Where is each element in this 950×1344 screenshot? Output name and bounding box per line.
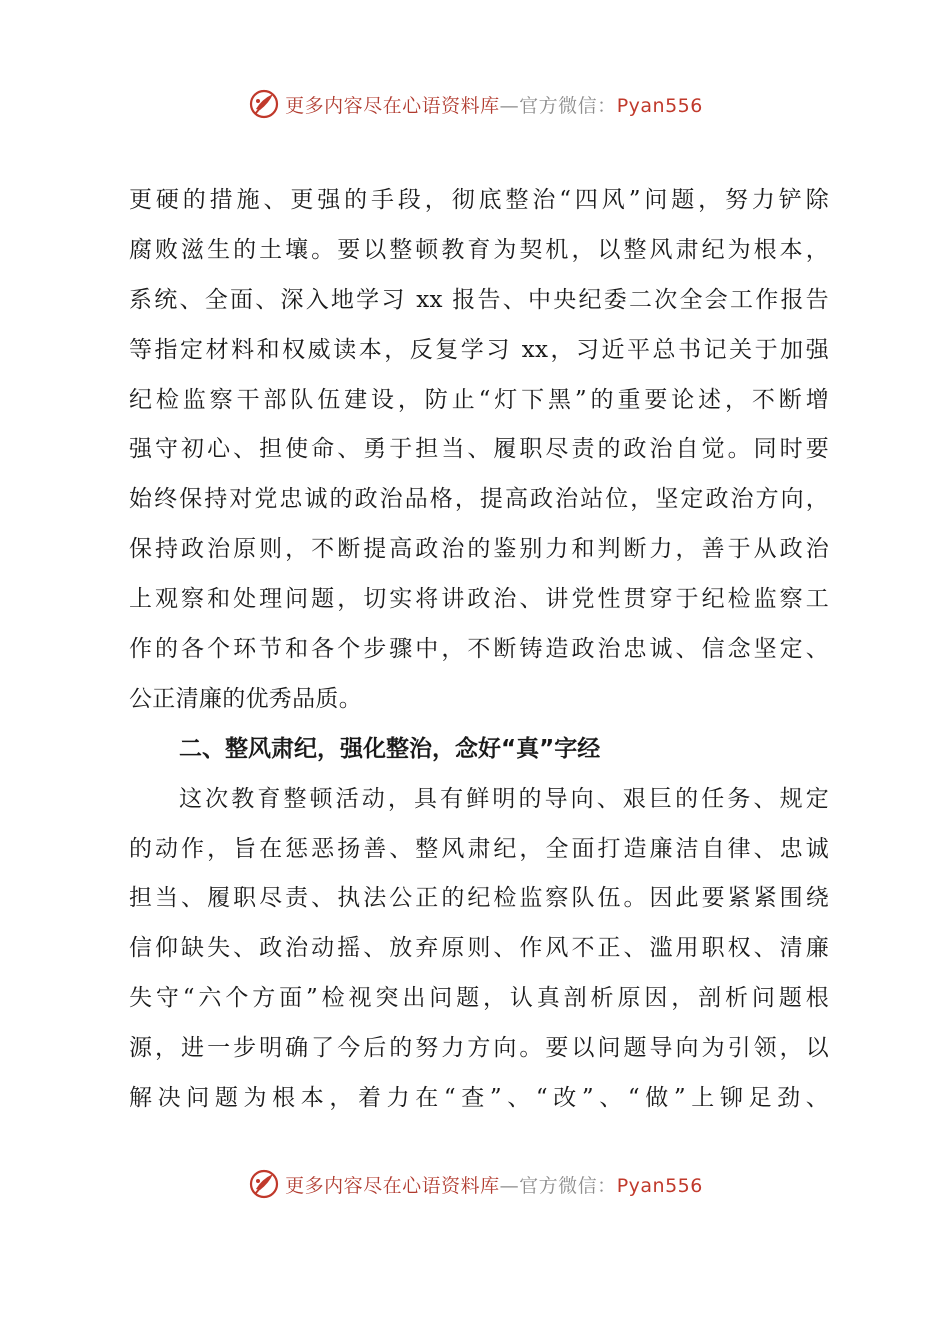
paragraph-line: 纪检监察干部队伍建设，防止“灯下黑”的重要论述，不断增: [129, 386, 829, 413]
paragraph-line: 腐败滋生的土壤。要以整顿教育为契机，以整风肃纪为根本，: [129, 236, 829, 263]
paragraph-line: 强守初心、担使命、勇于担当、履职尽责的政治自觉。同时要: [129, 436, 829, 463]
banner-dash: —: [499, 94, 520, 117]
paragraph-line: 等指定材料和权威读本，反复学习 xx，习近平总书记关于加强: [129, 336, 829, 363]
paragraph-line: 更硬的措施、更强的手段，彻底整治“四风”问题，努力铲除: [129, 187, 829, 213]
paragraph-line: 系统、全面、深入地学习 xx 报告、中央纪委二次全会工作报告: [129, 286, 829, 313]
paragraph-line: 担当、履职尽责、执法公正的纪检监察队伍。因此要紧紧围绕: [129, 885, 829, 912]
banner-wechat-label: 官方微信：: [519, 1174, 617, 1197]
footer-banner: [0, 1164, 950, 1204]
paragraph-line: 公正清廉的优秀品质。: [129, 685, 362, 712]
banner-main-text: 更多内容尽在心语资料库: [285, 1174, 500, 1197]
paragraph-line: 始终保持对党忠诚的政治品格，提高政治站位，坚定政治方向，: [129, 486, 829, 513]
banner-wechat-label: 官方微信：: [519, 94, 617, 117]
banner-main-text: 更多内容尽在心语资料库: [285, 94, 500, 117]
banner-text: [285, 91, 703, 118]
quill-logo-icon: [247, 87, 281, 121]
paragraph-line: 这次教育整顿活动，具有鲜明的导向、艰巨的任务、规定: [179, 785, 829, 812]
document-body: [129, 176, 829, 1124]
paragraph-line: 失守“六个方面”检视突出问题，认真剖析原因，剖析问题根: [129, 985, 829, 1012]
banner-wechat-id: Pyan556: [616, 1174, 703, 1197]
banner-dash: —: [499, 1174, 520, 1197]
header-banner: [0, 84, 950, 124]
paragraph-line: 源，进一步明确了今后的努力方向。要以问题导向为引领，以: [129, 1035, 829, 1062]
paragraph-line: 的动作，旨在惩恶扬善、整风肃纪，全面打造廉洁自律、忠诚: [129, 835, 829, 862]
paragraph-line: 作的各个环节和各个步骤中，不断铸造政治忠诚、信念坚定、: [129, 636, 829, 663]
paragraph-line: 保持政治原则，不断提高政治的鉴别力和判断力，善于从政治: [129, 536, 829, 563]
paragraph-line: 信仰缺失、政治动摇、放弃原则、作风不正、滥用职权、清廉: [129, 935, 829, 962]
banner-text: [285, 1171, 703, 1198]
banner-wechat-id: Pyan556: [616, 94, 703, 117]
paragraph-line: 上观察和处理问题，切实将讲政治、讲党性贯穿于纪检监察工: [129, 586, 829, 613]
quill-logo-icon: [247, 1167, 281, 1201]
paragraph-line: 解决问题为根本，着力在“查”、“改”、“做”上铆足劲、: [129, 1085, 829, 1112]
section-heading: 二、整风肃纪，强化整治，念好“真”字经: [179, 735, 601, 762]
